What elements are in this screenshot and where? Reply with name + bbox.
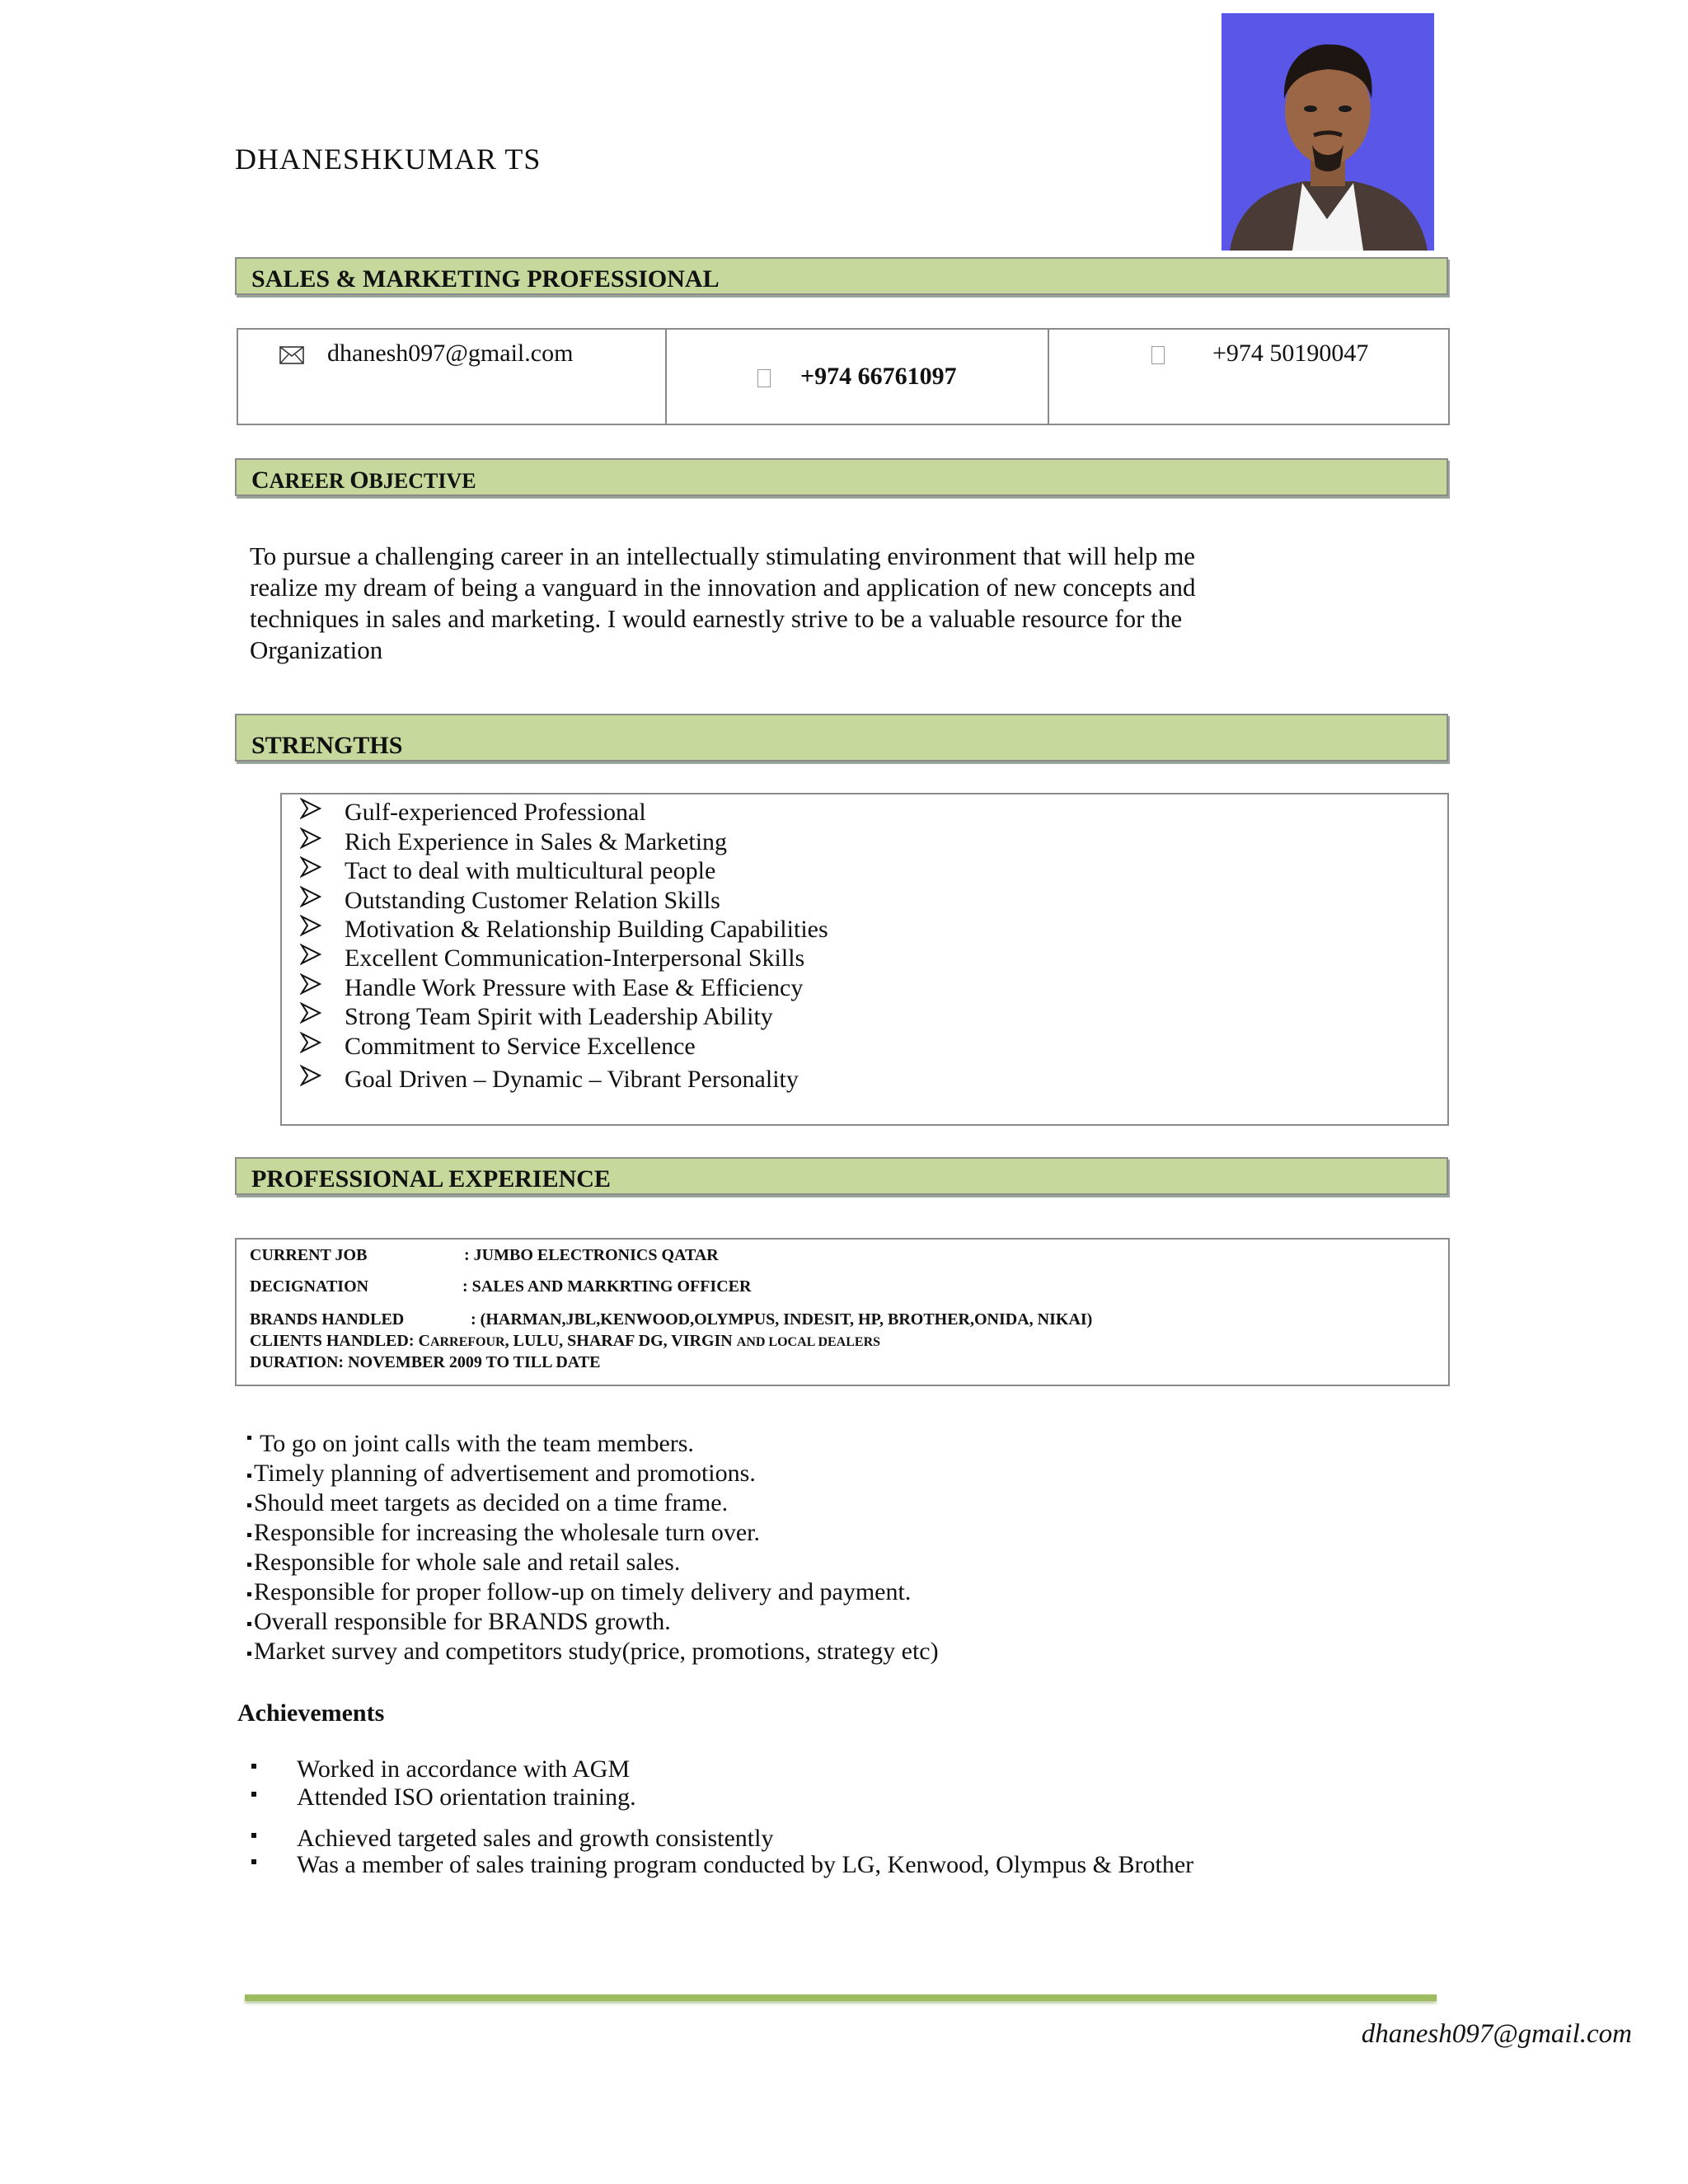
square-bullet-icon xyxy=(251,1792,256,1797)
arrow-bullet-icon xyxy=(300,886,321,907)
arrow-bullet-icon xyxy=(300,827,321,849)
designation-row xyxy=(250,1277,752,1296)
list-item: Overall responsible for BRANDS growth. xyxy=(247,1607,671,1637)
arrow-bullet-icon xyxy=(300,856,321,878)
strength-item: Strong Team Spirit with Leadership Ability xyxy=(282,1002,1436,1032)
designation-value: : SALES AND MARKRTING OFFICER xyxy=(462,1277,752,1296)
person-photo-icon xyxy=(1221,13,1434,251)
strength-item: Motivation & Relationship Building Capabilities xyxy=(282,915,1436,944)
career-objective-text xyxy=(250,541,1288,666)
strength-item: Excellent Communication-Interpersonal Skills xyxy=(282,944,1436,973)
achievement-item: Attended ISO orientation training. xyxy=(297,1783,636,1811)
footer-email[interactable]: dhanesh097@gmail.com xyxy=(1361,2019,1632,2049)
strengths-bar xyxy=(235,714,1448,762)
brands-value: : (HARMAN,JBL,KENWOOD,OLYMPUS, INDESIT, HP, BROTHER,ONIDA, NIKAI) xyxy=(471,1310,1093,1329)
strengths-box xyxy=(280,793,1449,1126)
strengths-title: STRENGTHS xyxy=(251,732,403,759)
designation-label: DECIGNATION xyxy=(250,1277,369,1296)
list-item: Market survey and competitors study(price, promotions, strategy etc) xyxy=(247,1637,939,1666)
strength-item: Handle Work Pressure with Ease & Efficiency xyxy=(282,973,1436,1003)
objective-line: techniques in sales and marketing. I would earnestly strive to be a valuable resource for the xyxy=(250,604,1183,633)
clients-row: CLIENTS HANDLED: CARREFOUR, LULU, SHARAF DG, VIRGIN AND LOCAL DEALERS xyxy=(250,1332,881,1350)
achievement-item: Achieved targeted sales and growth consistently xyxy=(297,1825,774,1852)
objective-line: Organization xyxy=(250,635,383,664)
achievements-title: Achievements xyxy=(237,1699,385,1727)
arrow-bullet-icon xyxy=(300,944,321,965)
title-bar xyxy=(235,257,1448,295)
strength-item: Rich Experience in Sales & Marketing xyxy=(282,827,1436,857)
career-objective-bar xyxy=(235,458,1448,496)
arrow-bullet-icon xyxy=(300,798,321,819)
footer-divider xyxy=(245,1994,1437,2001)
arrow-bullet-icon xyxy=(300,1065,321,1086)
contact-phone-2[interactable]: +974 50190047 xyxy=(1212,340,1369,367)
square-bullet-icon xyxy=(251,1764,256,1769)
square-bullet-icon xyxy=(251,1859,256,1864)
list-item: To go on joint calls with the team members. xyxy=(247,1429,694,1459)
square-bullet-icon xyxy=(251,1833,256,1838)
phone-icon xyxy=(1151,346,1165,364)
objective-line: realize my dream of being a vanguard in the innovation and application of new concepts and xyxy=(250,573,1196,602)
square-bullet-icon xyxy=(247,1622,251,1626)
profile-photo xyxy=(1221,13,1434,251)
title-bar-text: SALES & MARKETING PROFESSIONAL xyxy=(251,265,720,293)
contact-divider xyxy=(665,330,667,424)
square-bullet-icon xyxy=(247,1652,251,1656)
contact-box xyxy=(237,328,1450,425)
contact-divider xyxy=(1048,330,1049,424)
contact-phone-1[interactable]: +974 66761097 xyxy=(800,363,957,390)
list-item: Responsible for proper follow-up on timely delivery and payment. xyxy=(247,1577,911,1607)
square-bullet-icon xyxy=(247,1474,251,1478)
brands-label: BRANDS HANDLED xyxy=(250,1310,405,1329)
strength-item: Goal Driven – Dynamic – Vibrant Personality xyxy=(282,1065,1436,1094)
current-job-value: : JUMBO ELECTRONICS QATAR xyxy=(464,1246,719,1264)
career-objective-title: CAREER OBJECTIVE xyxy=(251,466,476,494)
arrow-bullet-icon xyxy=(300,1032,321,1053)
professional-experience-title: PROFESSIONAL EXPERIENCE xyxy=(251,1165,611,1193)
square-bullet-icon xyxy=(247,1436,251,1440)
strength-item: Outstanding Customer Relation Skills xyxy=(282,886,1436,916)
arrow-bullet-icon xyxy=(300,915,321,936)
strength-item: Gulf-experienced Professional xyxy=(282,798,1436,827)
brands-row xyxy=(250,1310,1093,1329)
current-job-label: CURRENT JOB xyxy=(250,1246,368,1264)
contact-email[interactable]: dhanesh097@gmail.com xyxy=(327,340,574,367)
list-item: Should meet targets as decided on a time frame. xyxy=(247,1488,728,1518)
envelope-icon xyxy=(279,346,304,364)
square-bullet-icon xyxy=(247,1563,251,1567)
achievement-item: Was a member of sales training program conducted by LG, Kenwood, Olympus & Brother xyxy=(297,1851,1194,1878)
list-item: Responsible for increasing the wholesale turn over. xyxy=(247,1518,760,1548)
job-details-box xyxy=(235,1238,1450,1386)
duration-row: DURATION: NOVEMBER 2009 TO TILL DATE xyxy=(250,1353,601,1371)
professional-experience-bar xyxy=(235,1157,1448,1195)
candidate-name: DHANESHKUMAR TS xyxy=(235,143,542,176)
list-item: Timely planning of advertisement and promotions. xyxy=(247,1459,756,1488)
square-bullet-icon xyxy=(247,1503,251,1507)
arrow-bullet-icon xyxy=(300,1002,321,1024)
square-bullet-icon xyxy=(247,1592,251,1596)
list-item: Responsible for whole sale and retail sales. xyxy=(247,1548,680,1577)
square-bullet-icon xyxy=(247,1533,251,1537)
phone-icon xyxy=(757,369,771,387)
achievement-item: Worked in accordance with AGM xyxy=(297,1755,631,1783)
objective-line: To pursue a challenging career in an intellectually stimulating environment that will help me xyxy=(250,541,1196,570)
arrow-bullet-icon xyxy=(300,973,321,995)
strength-item: Commitment to Service Excellence xyxy=(282,1032,1436,1062)
strength-item: Tact to deal with multicultural people xyxy=(282,856,1436,886)
current-job-row xyxy=(250,1246,719,1265)
